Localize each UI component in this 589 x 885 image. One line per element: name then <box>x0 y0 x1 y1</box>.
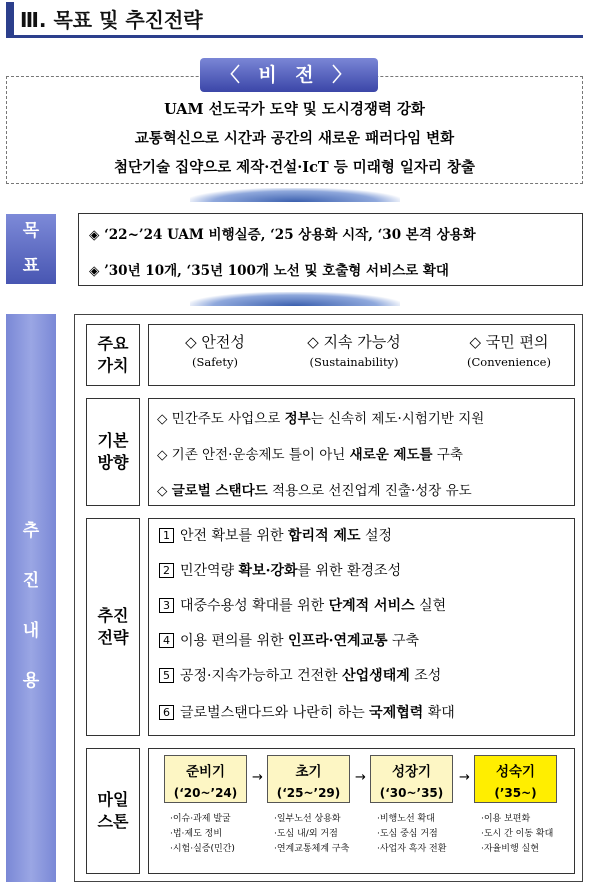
milestone-label-line: 마일 <box>97 790 129 809</box>
value-english: (Safety) <box>192 355 238 369</box>
value-name: ◇ 국민 편의 <box>469 333 549 351</box>
push-label-char: 용 <box>22 671 40 691</box>
phase-period: (‘20~’24) <box>173 786 238 800</box>
goal-label <box>6 214 56 284</box>
value-english: (Sustainability) <box>309 355 399 369</box>
direction-item-2: ◇ 기존 안전·운송제도 틀이 아닌 새로운 제도틀 구축 <box>157 447 463 463</box>
direction-label-line: 기본 <box>97 431 129 450</box>
phase-name: 준비기 <box>185 764 226 780</box>
goal-line-1: ◈ ‘22~’24 UAM 비행실증, ‘25 상용화 시작, ‘30 본격 상용화 <box>89 227 476 243</box>
push-label-char: 진 <box>22 571 40 591</box>
push-content-label <box>6 314 56 882</box>
value-safety <box>165 331 265 369</box>
section-title: Ⅲ. 목표 및 추진전략 <box>20 8 203 32</box>
flow-arrow-2 <box>190 292 400 306</box>
value-sustainability <box>284 331 424 369</box>
section-header <box>6 2 583 38</box>
direction-box <box>148 398 575 506</box>
values-label-line: 주요 <box>97 334 129 353</box>
phase-box-growth <box>370 755 453 803</box>
vision-line-3: 첨단기술 집약으로 제작·건설·IcT 등 미래형 일자리 창출 <box>114 159 475 176</box>
value-convenience <box>449 331 569 369</box>
values-label-line: 가치 <box>97 356 129 375</box>
phase-arrow: → <box>252 770 263 785</box>
header-accent-bar <box>6 2 14 36</box>
strategy-label-line: 추진 <box>97 606 129 625</box>
milestone-label <box>86 748 140 874</box>
phase-period: (‘25~’29) <box>276 786 341 800</box>
goal-box <box>78 213 583 286</box>
strategy-label <box>86 518 140 736</box>
phase-box-early <box>267 755 350 803</box>
phase-name: 성장기 <box>391 764 432 780</box>
phase-period: (‘30~’35) <box>379 786 444 800</box>
goal-line-2: ◈ ’30년 10개, ‘35년 100개 노선 및 호출형 서비스로 확대 <box>89 263 449 279</box>
strategy-box <box>148 518 575 736</box>
value-name: ◇ 안전성 <box>185 333 245 351</box>
phase-period: (’35~) <box>494 786 537 800</box>
phase-details-mature: ·이용 보편화 ·도시 간 이동 확대 ·자율비행 실현 <box>481 814 554 854</box>
phase-name: 초기 <box>295 764 322 780</box>
strategy-item-3: 3 대중수용성 확대를 위한 단계적 서비스 실현 <box>159 595 446 615</box>
phase-details-prep: ·이슈·과제 발굴 ·법·제도 정비 ·시험·실증(민간) <box>170 814 235 854</box>
value-name: ◇ 지속 가능성 <box>307 333 401 351</box>
vision-line-2: 교통혁신으로 시간과 공간의 새로운 패러다임 변화 <box>134 130 455 147</box>
value-english: (Convenience) <box>467 355 551 369</box>
direction-item-3: ◇ 글로벌 스탠다드 적용으로 선진업계 진출·성장 유도 <box>157 483 472 499</box>
flow-arrow-1 <box>190 188 400 202</box>
values-box <box>148 324 575 386</box>
push-label-char: 내 <box>22 621 40 641</box>
goal-label-char: 표 <box>22 256 40 276</box>
push-label-char: 추 <box>22 521 40 541</box>
direction-label-line: 방향 <box>97 453 129 472</box>
phase-details-growth: ·비행노선 확대 ·도심 중심 거점 ·사업자 흑자 전환 <box>377 814 447 854</box>
strategy-item-1: 1 안전 확보를 위한 합리적 제도 설정 <box>159 525 392 545</box>
phase-arrow: → <box>459 770 470 785</box>
strategy-item-5: 5 공정·지속가능하고 건전한 산업생태계 조성 <box>159 665 441 685</box>
values-label <box>86 324 140 386</box>
strategy-item-2: 2 민간역량 확보·강화를 위한 환경조성 <box>159 560 401 580</box>
strategy-item-6: 6 글로벌스탠다드와 나란히 하는 국제협력 확대 <box>159 702 455 722</box>
phase-box-mature <box>474 755 557 803</box>
direction-label <box>86 398 140 506</box>
phase-details-early: ·일부노선 상용화 ·도심 내/외 거점 ·연계교통체계 구축 <box>274 814 350 854</box>
phase-arrow: → <box>355 770 366 785</box>
goal-label-char: 목 <box>22 221 40 241</box>
phase-name: 성숙기 <box>495 764 536 780</box>
strategy-item-4: 4 이용 편의를 위한 인프라·연계교통 구축 <box>159 630 419 650</box>
phase-box-prep <box>164 755 247 803</box>
milestone-label-line: 스톤 <box>97 812 129 831</box>
strategy-label-line: 전략 <box>97 628 129 647</box>
direction-item-1: ◇ 민간주도 사업으로 정부는 신속히 제도·시험기반 지원 <box>157 411 485 427</box>
vision-label: 〈 비 전 〉 <box>200 58 378 92</box>
vision-line-1: UAM 선도국가 도약 및 도시경쟁력 강화 <box>164 101 425 118</box>
